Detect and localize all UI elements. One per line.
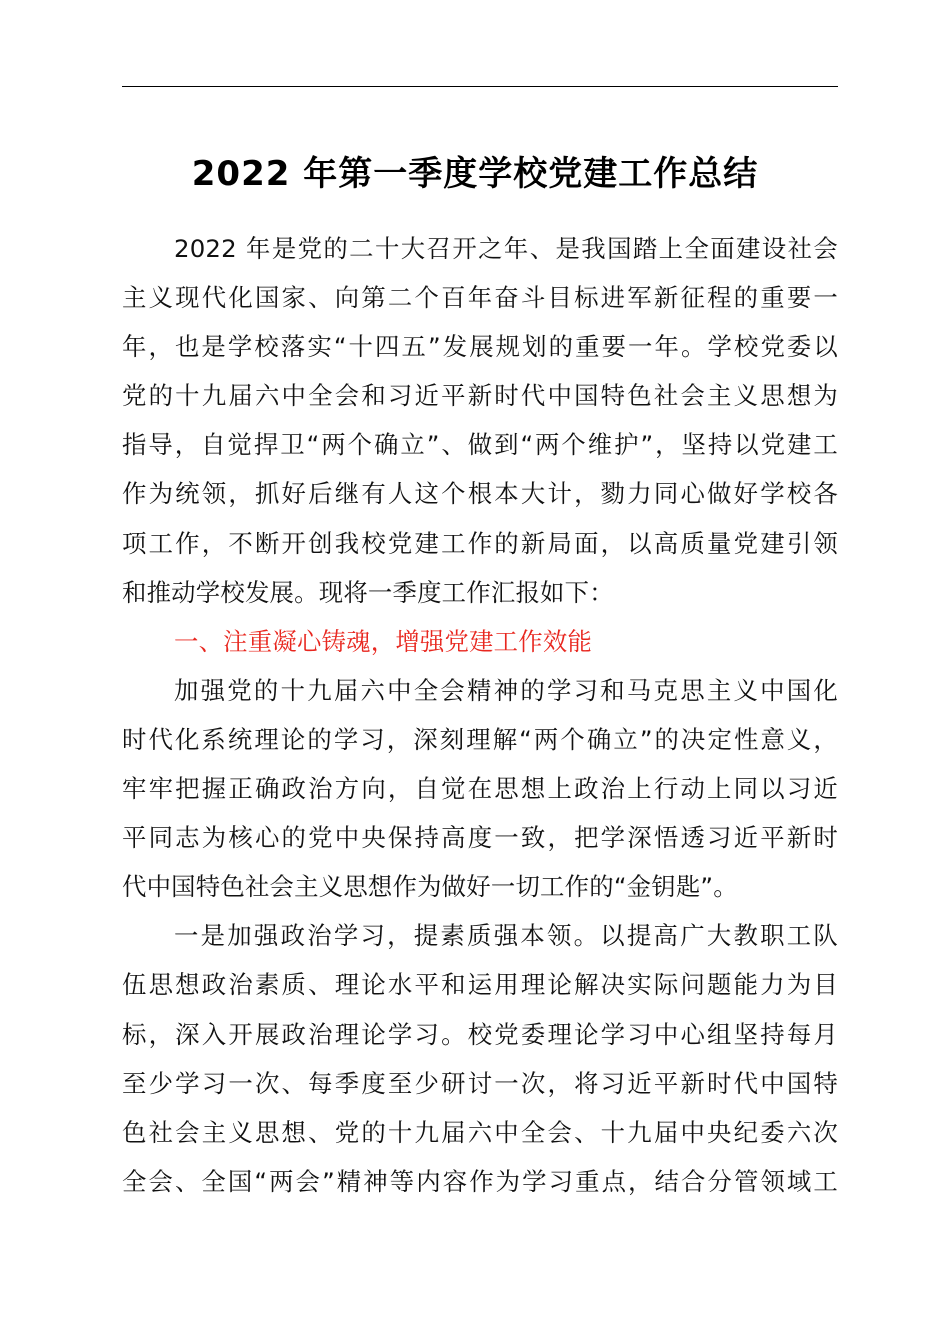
paragraph-line: 年，也是学校落实“十四五”发展规划的重要一年。学校党委以 [122,332,838,362]
paragraph-line: 指导，自觉捍卫“两个确立”、做到“两个维护”，坚持以党建工 [122,430,838,460]
paragraph-line: 作为统领，抓好后继有人这个根本大计，勠力同心做好学校各 [122,479,838,509]
paragraph-line: 项工作，不断开创我校党建工作的新局面，以高质量党建引领 [122,528,838,558]
paragraph-line: 标，深入开展政治理论学习。校党委理论学习中心组坚持每月 [122,1019,838,1049]
paragraph-line: 加强党的十九届六中全会精神的学习和马克思主义中国化 [174,675,838,705]
paragraph-line: 一是加强政治学习，提素质强本领。以提高广大教职工队 [174,921,838,951]
paragraph-line: 主义现代化国家、向第二个百年奋斗目标进军新征程的重要一 [122,283,838,313]
paragraph-line: 2022 年是党的二十大召开之年、是我国踏上全面建设社会 [174,234,838,263]
paragraph-line: 全会、全国“两会”精神等内容作为学习重点，结合分管领域工 [122,1166,838,1196]
section-heading: 一、注重凝心铸魂，增强党建工作效能 [174,626,593,656]
document-title: 2022 年第一季度学校党建工作总结 [191,154,759,194]
paragraph-line: 党的十九届六中全会和习近平新时代中国特色社会主义思想为 [122,381,838,411]
paragraph-line: 代中国特色社会主义思想作为做好一切工作的“金钥匙”。 [122,872,738,902]
paragraph-line: 色社会主义思想、党的十九届六中全会、十九届中央纪委六次 [122,1117,838,1147]
paragraph-line: 伍思想政治素质、理论水平和运用理论解决实际问题能力为目 [122,970,838,1000]
header-rule [122,86,838,87]
paragraph-line: 时代化系统理论的学习，深刻理解“两个确立”的决定性意义， [122,724,838,754]
document-body [122,224,838,1206]
paragraph-line: 牢牢把握正确政治方向，自觉在思想上政治上行动上同以习近 [122,774,838,804]
paragraph-line: 和推动学校发展。现将一季度工作汇报如下： [122,577,614,607]
paragraph-line: 至少学习一次、每季度至少研讨一次，将习近平新时代中国特 [122,1068,838,1098]
paragraph-line: 平同志为核心的党中央保持高度一致，把学深悟透习近平新时 [122,823,838,853]
